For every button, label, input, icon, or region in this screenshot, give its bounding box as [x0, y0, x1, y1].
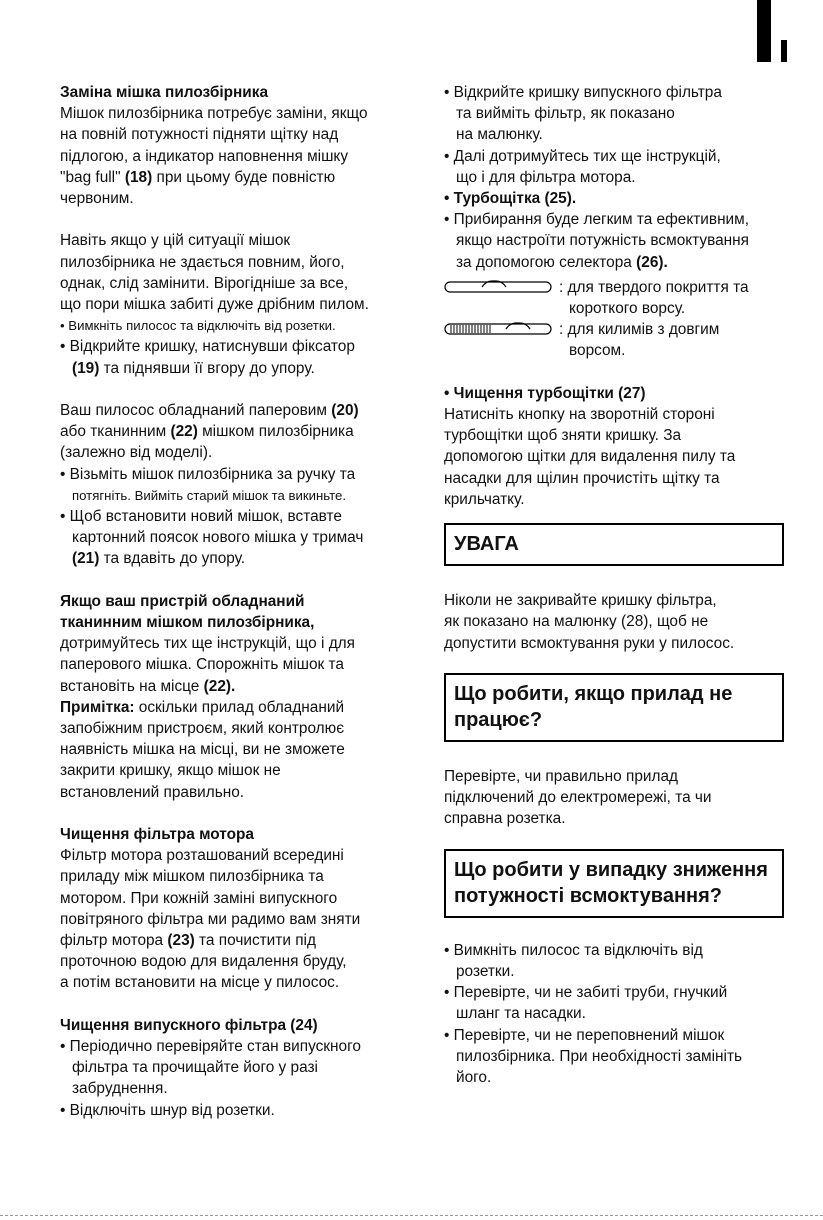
- warning-title: УВАГА: [454, 533, 519, 556]
- exhaust-filter-title: Чищення випускного фільтра (24): [60, 1016, 318, 1034]
- suction-loss-title: потужності всмоктування?: [454, 884, 722, 907]
- cloth-bag-heading: Якщо ваш пристрій обладнаний: [60, 592, 305, 610]
- text-line: [60, 676, 412, 697]
- bag-type-section: [60, 400, 412, 570]
- text-line: встановлений правильно.: [60, 783, 245, 801]
- not-working-box: [444, 673, 784, 742]
- bag-pores-section: [60, 230, 412, 378]
- bullet-item: • Відключіть шнур від розетки.: [60, 1101, 275, 1119]
- text-line: підлогою, а індикатор наповнення мішку: [60, 147, 349, 165]
- text-line: [60, 167, 412, 188]
- reference-number: (21): [72, 550, 100, 568]
- text-line: пилозбірника. При необхідності замініть: [456, 1047, 743, 1065]
- selector-carpet-icon: [444, 322, 552, 336]
- bag-replacement-title: Заміна мішка пилозбірника: [60, 84, 269, 101]
- text-fragment: та піднявши її вгору до упору.: [99, 359, 315, 377]
- bullet-item: • Далі дотримуйтесь тих ще інструкцій,: [444, 147, 721, 165]
- selector-text: : для твердого покриття та: [559, 278, 749, 296]
- reference-number: (22): [170, 423, 198, 441]
- exhaust-filter-continued: [444, 82, 784, 273]
- text-line: на повній потужності підняти щітку над: [60, 126, 339, 144]
- text-line: повітряного фільтра ми радимо вам зняти: [60, 910, 361, 928]
- selector-legend: [444, 277, 784, 362]
- text-line: шланг та насадки.: [456, 1005, 586, 1023]
- text-line: його.: [456, 1068, 492, 1086]
- not-working-title: Що робити, якщо прилад не: [454, 682, 733, 705]
- text-fragment: встановіть на місце: [60, 677, 204, 695]
- bullet-item: • Прибирання буде легким та ефективним,: [444, 211, 750, 229]
- selector-text: : для килимів з довгим: [559, 321, 720, 339]
- text-fragment: або тканинним: [60, 423, 171, 441]
- text-line: [60, 400, 412, 421]
- selector-text: короткого ворсу.: [569, 300, 686, 318]
- suction-loss-text: [444, 940, 784, 1088]
- text-line: турбощітки щоб зняти кришку. За: [444, 427, 682, 445]
- reference-number: (19): [72, 359, 100, 377]
- text-line: паперового мішка. Спорожніть мішок та: [60, 656, 344, 674]
- selector-text: ворсом.: [569, 342, 626, 360]
- text-line: допустити всмоктування руки у пилосос.: [444, 634, 735, 652]
- selector-carpet-row: [444, 319, 784, 340]
- text-line: приладу між мішком пилозбірника та: [60, 868, 324, 886]
- not-working-title: працює?: [454, 708, 543, 731]
- text-line: крильчатку.: [444, 490, 525, 508]
- reference-number: (22).: [203, 677, 236, 695]
- text-line: справна розетка.: [444, 810, 566, 828]
- text-line: Мішок пилозбірника потребує заміни, якщо: [60, 105, 368, 123]
- text-line: підключений до електромережі, та чи: [444, 789, 712, 807]
- text-line: дотримуйтесь тих ще інструкцій, що і для: [60, 635, 355, 653]
- text-line: закрити кришку, якщо мішок не: [60, 762, 281, 780]
- cloth-bag-heading: тканинним мішком пилозбірника,: [60, 614, 315, 632]
- text-line: (залежно від моделі).: [60, 444, 213, 462]
- reference-number: (26).: [636, 253, 668, 271]
- text-fragment: фільтр мотора: [60, 932, 168, 950]
- text-line: [60, 930, 412, 951]
- text-line: червоним.: [60, 190, 134, 208]
- note-label: Примітка:: [60, 698, 135, 716]
- text-line: [444, 252, 784, 273]
- left-column: [60, 82, 412, 1121]
- text-line: забруднення.: [72, 1080, 168, 1098]
- text-line: [60, 421, 412, 442]
- bag-replacement-section: [60, 82, 412, 209]
- bullet-item: • Відкрийте кришку випускного фільтра: [444, 84, 722, 101]
- text-line: фільтра та прочищайте його у разі: [72, 1059, 318, 1077]
- turbo-brush-heading: • Турбощітка (25).: [444, 190, 577, 208]
- text-line: Перевірте, чи правильно прилад: [444, 767, 679, 785]
- bullet-item: • Вимкніть пилосос та відключіть від: [444, 941, 703, 959]
- text-line: якщо настроїти потужність всмоктування: [456, 232, 749, 250]
- bullet-item: • Перевірте, чи не забиті труби, гнучкий: [444, 984, 728, 1002]
- page-bottom-rule: [0, 1215, 823, 1216]
- text-line: [60, 358, 412, 379]
- text-line: мотором. При кожній заміні випускного: [60, 889, 338, 907]
- text-fragment: мішком пилозбірника: [197, 423, 354, 441]
- suction-loss-box: [444, 849, 784, 918]
- text-line: що і для фільтра мотора.: [456, 168, 636, 186]
- text-fragment: при цьому буде повністю: [152, 168, 336, 186]
- suction-loss-title: Що робити у випадку зниження: [454, 858, 768, 881]
- text-fragment: та почистити під: [194, 932, 316, 950]
- bullet-item: • Перевірте, чи не переповнений мішок: [444, 1026, 725, 1044]
- selector-row-cont: [444, 298, 784, 319]
- right-column: [444, 82, 784, 1088]
- text-line: Натисніть кнопку на зворотній стороні: [444, 405, 715, 423]
- warning-box: [444, 523, 784, 566]
- motor-filter-section: [60, 824, 412, 994]
- text-line: проточною водою для видалення бруду,: [60, 953, 347, 971]
- selector-hard-floor-row: [444, 277, 784, 298]
- bullet-item: • Відкрийте кришку, натиснувши фіксатор: [60, 338, 355, 356]
- turbo-brush-cleaning-section: [444, 383, 784, 510]
- note-line: [60, 697, 412, 718]
- text-line: Фільтр мотора розташований всередині: [60, 847, 344, 865]
- reference-number: (20): [331, 402, 359, 420]
- section-tab-marker: [757, 0, 771, 62]
- text-line: як показано на малюнку (28), щоб не: [444, 613, 709, 631]
- bullet-item: • Щоб встановити новий мішок, вставте: [60, 508, 342, 526]
- text-line: розетки.: [456, 962, 515, 980]
- text-fragment: та вдавіть до упору.: [99, 550, 246, 568]
- text-line: [60, 548, 412, 569]
- text-line: Навіть якщо у цій ситуації мішок: [60, 232, 291, 250]
- text-fragment: оскільки прилад обладнаний: [134, 698, 345, 716]
- text-fragment: за допомогою селектора: [456, 253, 637, 271]
- text-line: а потім встановити на місце у пилосос.: [60, 974, 340, 992]
- text-line: картонний поясок нового мішка у тримач: [72, 529, 364, 547]
- text-line: на малюнку.: [456, 126, 543, 144]
- text-line: що пори мішка забиті дуже дрібним пилом.: [60, 296, 369, 314]
- text-line: насадки для щілин прочистіть щітку та: [444, 469, 720, 487]
- bullet-item: • Періодично перевіряйте стан випускного: [60, 1038, 361, 1056]
- section-tab-bar: [781, 40, 787, 62]
- text-fragment: "bag full": [60, 168, 125, 186]
- bullet-item: • Візьміть мішок пилозбірника за ручку та: [60, 465, 356, 483]
- exhaust-filter-section: [60, 1015, 412, 1121]
- text-line: наявність мішка на місці, ви не зможете: [60, 741, 345, 759]
- cloth-bag-section: [60, 591, 412, 803]
- selector-row-cont: [444, 340, 784, 361]
- not-working-text: [444, 766, 784, 830]
- turbo-brush-cleaning-title: • Чищення турбощітки (27): [444, 384, 646, 402]
- text-line: запобіжним пристроєм, який контролює: [60, 720, 345, 738]
- selector-hard-floor-icon: [444, 280, 552, 294]
- text-line: та вийміть фільтр, як показано: [456, 105, 675, 123]
- text-line: однак, слід замінити. Вірогідніше за все,: [60, 274, 349, 292]
- text-line: потягніть. Вийміть старий мішок та викиньте.: [72, 487, 347, 503]
- text-line: допомогою щітки для видалення пилу та: [444, 448, 736, 466]
- bullet-item: • Вимкніть пилосос та відключіть від розетки.: [60, 318, 336, 334]
- warning-text: [444, 590, 784, 654]
- text-line: пилозбірника не здається повним, його,: [60, 253, 345, 271]
- text-fragment: Ваш пилосос обладнаний паперовим: [60, 402, 332, 420]
- text-line: Ніколи не закривайте кришку фільтра,: [444, 592, 717, 610]
- reference-number: (23): [167, 932, 195, 950]
- motor-filter-title: Чищення фільтра мотора: [60, 826, 254, 844]
- reference-number: (18): [124, 168, 153, 186]
